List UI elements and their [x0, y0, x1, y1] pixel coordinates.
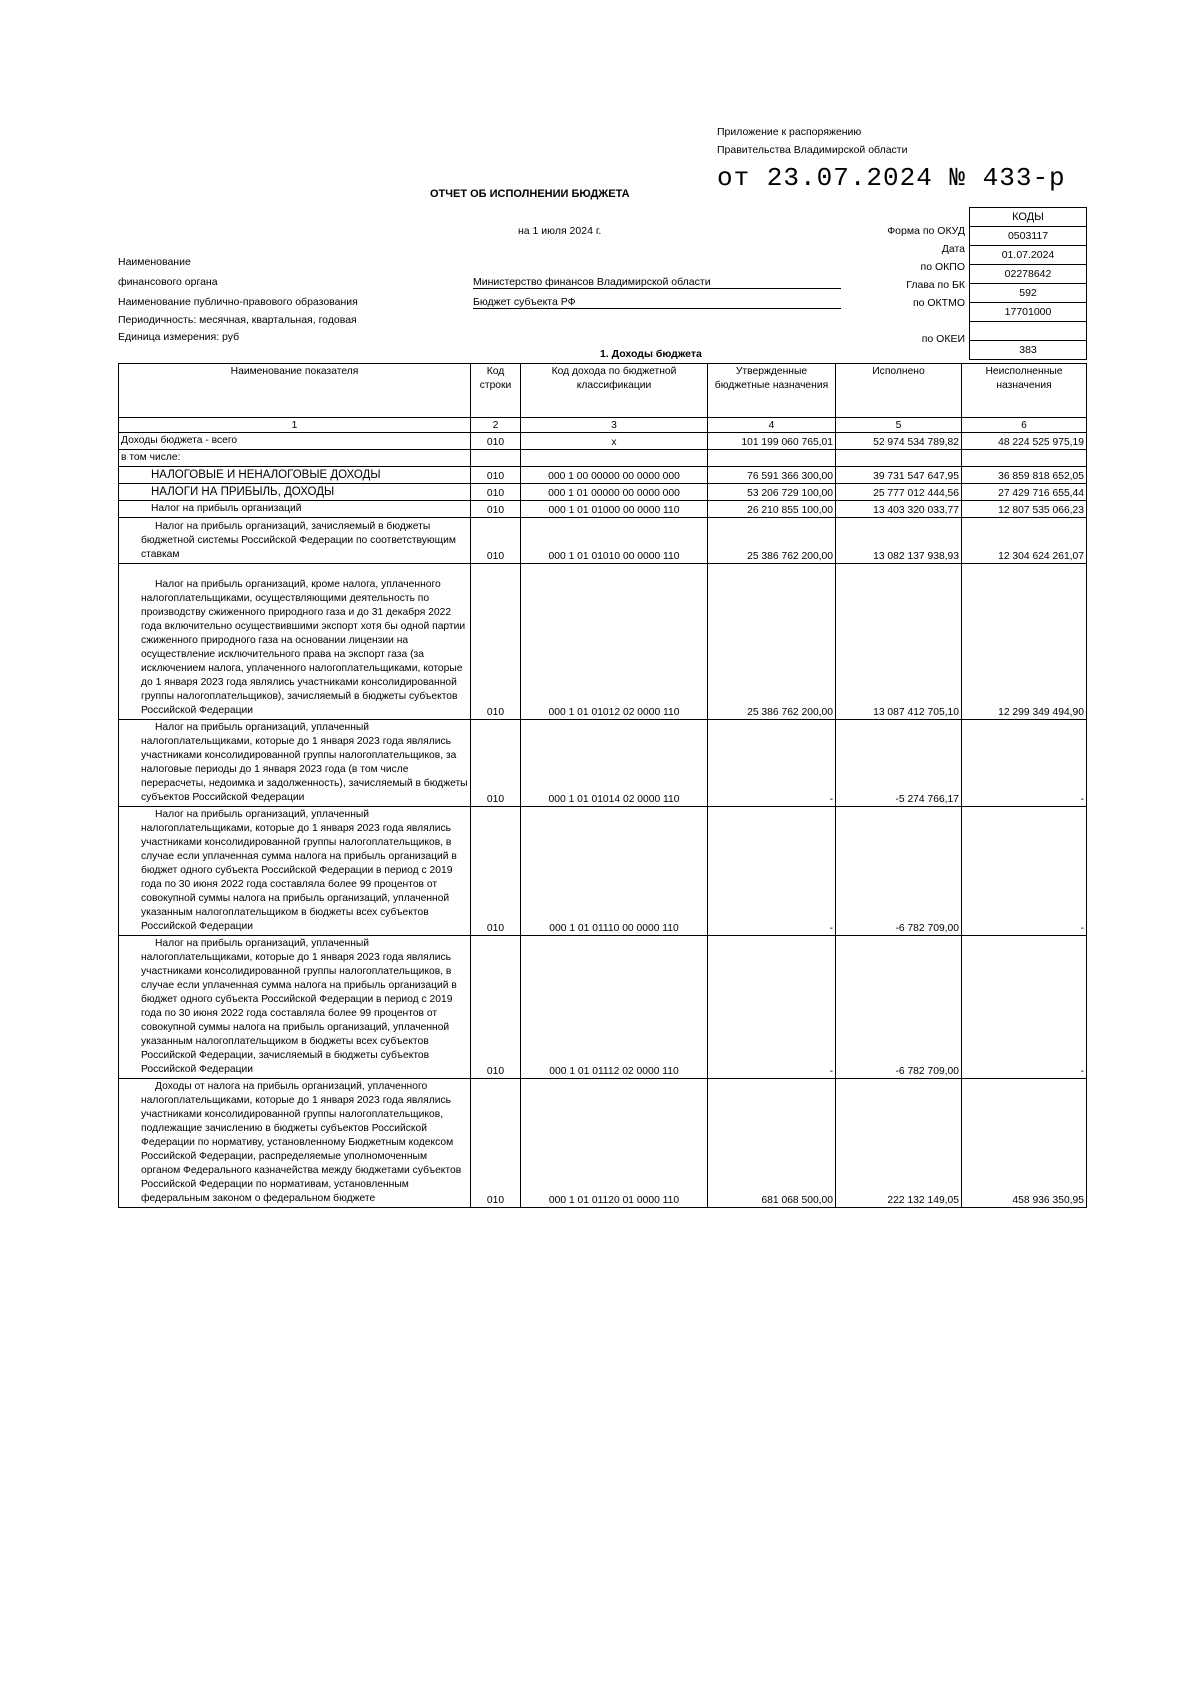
row-indicator-name: НАЛОГОВЫЕ И НЕНАЛОГОВЫЕ ДОХОДЫ [119, 467, 471, 484]
row-income-code: x [521, 433, 708, 450]
colnum: 3 [521, 418, 708, 433]
row-unexecuted [962, 450, 1087, 467]
table-row [119, 807, 1087, 936]
row-income-code: 000 1 01 01112 02 0000 110 [521, 936, 708, 1079]
row-line-code: 010 [471, 1079, 521, 1208]
table-row [119, 450, 1087, 467]
row-line-code: 010 [471, 484, 521, 501]
row-income-code: 000 1 01 00000 00 0000 000 [521, 484, 708, 501]
row-income-code: 000 1 00 00000 00 0000 000 [521, 467, 708, 484]
row-unexecuted: 27 429 716 655,44 [962, 484, 1087, 501]
row-income-code: 000 1 01 01012 02 0000 110 [521, 564, 708, 720]
header-approved: Утвержденные бюджетные назначения [708, 364, 836, 418]
header-executed: Исполнено [836, 364, 962, 418]
row-approved: 26 210 855 100,00 [708, 501, 836, 518]
org-name-label-1: Наименование [118, 256, 191, 268]
row-unexecuted: - [962, 936, 1087, 1079]
row-line-code: 010 [471, 467, 521, 484]
colnum: 4 [708, 418, 836, 433]
row-line-code: 010 [471, 936, 521, 1079]
row-executed: 13 403 320 033,77 [836, 501, 962, 518]
header-indicator-name: Наименование показателя [119, 364, 471, 418]
row-unexecuted: - [962, 807, 1087, 936]
row-indicator-name: Налог на прибыль организаций, зачисляемый в бюджеты бюджетной системы Российской Федерации по соответствующим ставкам [119, 518, 471, 564]
colnum: 1 [119, 418, 471, 433]
row-line-code: 010 [471, 433, 521, 450]
table-row [119, 564, 1087, 720]
entity-label: Наименование публично-правового образования [118, 296, 358, 308]
row-income-code [521, 450, 708, 467]
colnum: 6 [962, 418, 1087, 433]
row-indicator-name: Доходы от налога на прибыль организаций, уплаченного налогоплательщиками, которые до 1 января 2023 года являлись участниками консолидированной группы налогоплательщиков, подлежащие зачислению в бюджеты субъектов Российской Федерации по нормативу, установленному Бюджетным кодексом Российской Федерации, распределяемые уполномоченным органом Федерального казначейства между бюджетами субъектов Российской Федерации по нормативам, установленным федеральным законом о федеральном бюджете [119, 1079, 471, 1208]
row-executed: -6 782 709,00 [836, 807, 962, 936]
row-approved: 25 386 762 200,00 [708, 564, 836, 720]
header-income-code: Код дохода по бюджетной классификации [521, 364, 708, 418]
table-row [119, 518, 1087, 564]
column-numbers-row [119, 418, 1087, 433]
row-line-code: 010 [471, 564, 521, 720]
colnum: 2 [471, 418, 521, 433]
row-unexecuted: 12 304 624 261,07 [962, 518, 1087, 564]
row-executed: 13 082 137 938,93 [836, 518, 962, 564]
row-unexecuted: 12 299 349 494,90 [962, 564, 1087, 720]
row-unexecuted: - [962, 720, 1087, 807]
row-approved: 53 206 729 100,00 [708, 484, 836, 501]
table-row [119, 467, 1087, 484]
table-row [119, 936, 1087, 1079]
colnum: 5 [836, 418, 962, 433]
row-executed: 222 132 149,05 [836, 1079, 962, 1208]
row-indicator-name: Налог на прибыль организаций, уплаченный налогоплательщиками, которые до 1 января 2023 года являлись участниками консолидированной группы налогоплательщиков, за налоговые периоды до 1 января 2023 года (в том числе перерасчеты, недоимка и задолженность), зачисляемый в бюджеты субъектов Российской Федерации [119, 720, 471, 807]
code-label-date: Дата [941, 243, 965, 255]
row-approved: 681 068 500,00 [708, 1079, 836, 1208]
row-unexecuted: 48 224 525 975,19 [962, 433, 1087, 450]
row-approved: - [708, 720, 836, 807]
row-indicator-name: Налог на прибыль организаций [119, 501, 471, 518]
row-executed: -6 782 709,00 [836, 936, 962, 1079]
entity-value: Бюджет субъекта РФ [473, 296, 841, 309]
row-executed: 13 087 412 705,10 [836, 564, 962, 720]
row-income-code: 000 1 01 01000 00 0000 110 [521, 501, 708, 518]
decree-stamp: от 23.07.2024 № 433-р [717, 163, 1066, 193]
table-row [119, 720, 1087, 807]
row-income-code: 000 1 01 01010 00 0000 110 [521, 518, 708, 564]
row-line-code: 010 [471, 720, 521, 807]
row-executed: 25 777 012 444,56 [836, 484, 962, 501]
row-line-code [471, 450, 521, 467]
row-approved [708, 450, 836, 467]
periodicity: Периодичность: месячная, квартальная, годовая [118, 314, 357, 326]
row-executed [836, 450, 962, 467]
code-date: 01.07.2024 [970, 246, 1086, 265]
row-line-code: 010 [471, 807, 521, 936]
row-executed: 39 731 547 647,95 [836, 467, 962, 484]
row-income-code: 000 1 01 01110 00 0000 110 [521, 807, 708, 936]
table-row [119, 501, 1087, 518]
table-body [119, 433, 1087, 1208]
code-glava: 592 [970, 284, 1086, 303]
code-label-okpo: по ОКПО [920, 261, 965, 273]
row-unexecuted: 36 859 818 652,05 [962, 467, 1087, 484]
code-empty [970, 322, 1086, 341]
row-line-code: 010 [471, 518, 521, 564]
code-label-okud: Форма по ОКУД [887, 225, 965, 237]
report-date: на 1 июля 2024 г. [518, 225, 602, 237]
row-unexecuted: 12 807 535 066,23 [962, 501, 1087, 518]
row-approved: 101 199 060 765,01 [708, 433, 836, 450]
income-table [118, 363, 1087, 1208]
appendix-line-1: Приложение к распоряжению [717, 126, 862, 138]
header-unexecuted: Неисполненные назначения [962, 364, 1087, 418]
table-row [119, 1079, 1087, 1208]
code-label-okei: по ОКЕИ [921, 333, 965, 345]
header-line-code: Код строки [471, 364, 521, 418]
row-approved: 76 591 366 300,00 [708, 467, 836, 484]
table-row [119, 484, 1087, 501]
appendix-note [717, 123, 907, 159]
row-indicator-name: Налог на прибыль организаций, уплаченный налогоплательщиками, которые до 1 января 2023 года являлись участниками консолидированной группы налогоплательщиков, в случае если уплаченная сумма налога на прибыль организаций в бюджет одного субъекта Российской Федерации в период с 2019 года по 30 июня 2022 года составляла более 99 процентов от совокупной суммы налога на прибыль организаций, уплаченной указанным налогоплательщиком в бюджеты всех субъектов Российской Федерации [119, 807, 471, 936]
row-unexecuted: 458 936 350,95 [962, 1079, 1087, 1208]
row-income-code: 000 1 01 01120 01 0000 110 [521, 1079, 708, 1208]
row-executed: 52 974 534 789,82 [836, 433, 962, 450]
row-approved: 25 386 762 200,00 [708, 518, 836, 564]
org-name-value: Министерство финансов Владимирской области [473, 276, 841, 289]
code-label-glava: Глава по БК [906, 279, 965, 291]
row-indicator-name: Налог на прибыль организаций, уплаченный налогоплательщиками, которые до 1 января 2023 года являлись участниками консолидированной группы налогоплательщиков, в случае если уплаченная сумма налога на прибыль организаций в бюджет одного субъекта Российской Федерации в период с 2019 года по 30 июня 2022 года составляла более 99 процентов от совокупной суммы налога на прибыль организаций, уплаченной указанным налогоплательщиком в бюджеты всех субъектов Российской Федерации, зачисляемый в бюджеты субъектов Российской Федерации [119, 936, 471, 1079]
code-okei: 383 [1019, 344, 1037, 356]
org-name-label-2: финансового органа [118, 276, 218, 288]
codes-box [969, 207, 1087, 360]
row-executed: -5 274 766,17 [836, 720, 962, 807]
code-okud: 0503117 [970, 227, 1086, 246]
row-approved: - [708, 807, 836, 936]
section-title: 1. Доходы бюджета [600, 348, 702, 360]
table-row [119, 433, 1087, 450]
codes-header: КОДЫ [970, 208, 1086, 227]
row-approved: - [708, 936, 836, 1079]
unit-of-measure: Единица измерения: руб [118, 331, 240, 343]
row-indicator-name: в том числе: [119, 450, 471, 467]
row-indicator-name: НАЛОГИ НА ПРИБЫЛЬ, ДОХОДЫ [119, 484, 471, 501]
code-okpo: 02278642 [970, 265, 1086, 284]
table-header-row [119, 364, 1087, 418]
appendix-line-2: Правительства Владимирской области [717, 144, 908, 156]
row-income-code: 000 1 01 01014 02 0000 110 [521, 720, 708, 807]
code-oktmo: 17701000 [970, 303, 1086, 322]
row-indicator-name: Налог на прибыль организаций, кроме налога, уплаченного налогоплательщиками, осуществляющими деятельность по производству сжиженного природного газа и до 31 декабря 2022 года включительно осуществившими экспорт хотя бы одной партии сжиженного природного газа на основании лицензии на осуществление исключительного права на экспорт газа (за исключением налога, уплаченного налогоплательщиками, которые до 1 января 2023 года являлись участниками консолидированной группы налогоплательщиков), зачисляемый в бюджеты субъектов Российской Федерации [119, 564, 471, 720]
report-title: ОТЧЕТ ОБ ИСПОЛНЕНИИ БЮДЖЕТА [430, 188, 630, 200]
row-line-code: 010 [471, 501, 521, 518]
code-label-oktmo: по ОКТМО [912, 297, 965, 309]
row-indicator-name: Доходы бюджета - всего [119, 433, 471, 450]
